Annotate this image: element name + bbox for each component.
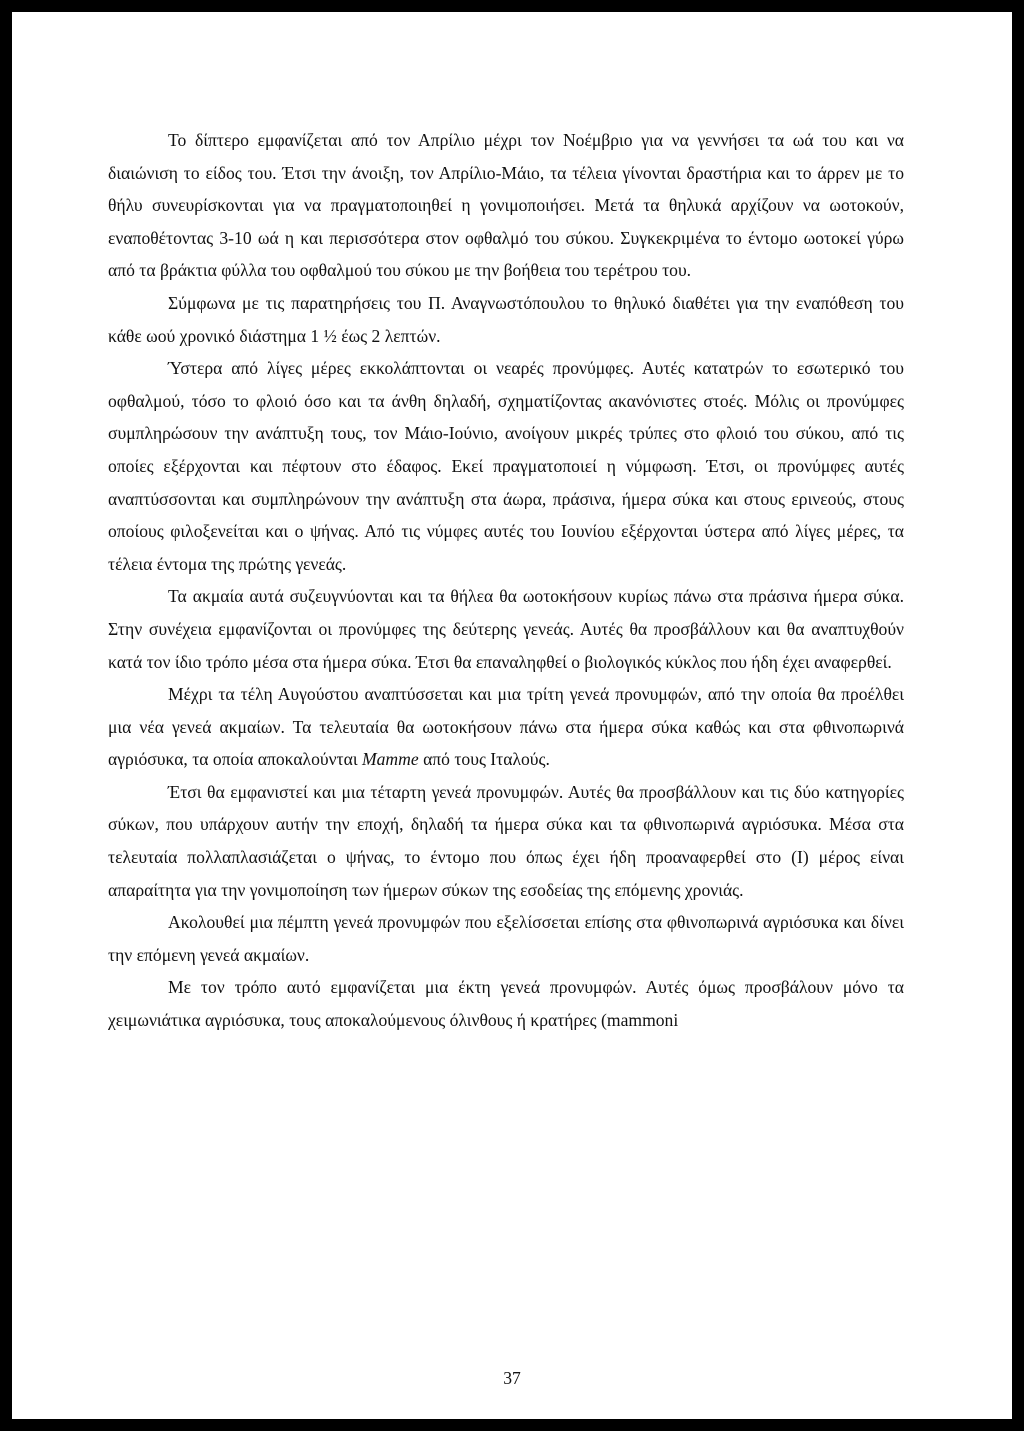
paragraph-3: Ύστερα από λίγες μέρες εκκολάπτονται οι νεαρές προνύμφες. Αυτές κατατρών το εσωτερικό του οφθαλμού, τόσο το φλοιό όσο και τα άνθη δηλαδή, σχηματίζοντας ακανόνιστες στοές. Μόλις οι προνύμφες συμπληρώσουν την ανάπτυξη τους, τον Μάιο-Ιούνιο, ανοίγουν μικρές τρύπες στο φλοιό του σύκου, από τις οποίες εξέρχονται και πέφτουν στο έδαφος. Εκεί πραγματοποιεί η νύμφωση. Έτσι, οι προνύμφες αυτές αναπτύσσονται και συμπληρώνουν την ανάπτυξη στα άωρα, πράσινα, ήμερα σύκα και στους ερινεούς, στους οποίους φιλοξενείται και ο ψήνας. Από τις νύμφες αυτές του Ιουνίου εξέρχονται ύστερα από λίγες μέρες, τα τέλεια έντομα της πρώτης γενεάς.	[108, 358, 904, 574]
paragraph-2: Σύμφωνα με τις παρατηρήσεις του Π. Αναγνωστόπουλου το θηλυκό διαθέτει για την εναπόθεση του κάθε ωού χρονικό διάστημα 1 ½ έως 2 λεπτών.	[108, 292, 904, 346]
page-number: 37	[503, 1368, 521, 1388]
paragraph-4: Τα ακμαία αυτά συζευγνύονται και τα θήλεα θα ωοτοκήσουν κυρίως πάνω στα πράσινα ήμερα σύκα. Στην συνέχεια εμφανίζονται οι προνύμφες της δεύτερης γενεάς. Αυτές θα προσβάλλουν και θα αναπτυχθούν κατά τον ίδιο τρόπο μέσα στα ήμερα σύκα. Έτσι θα επαναληφθεί ο βιολογικός κύκλος που ήδη έχει αναφερθεί.	[108, 586, 904, 672]
paragraph-5-text-after: από τους Ιταλούς.	[418, 749, 550, 770]
paragraph-8: Με τον τρόπο αυτό εμφανίζεται μια έκτη γενεά προνυμφών. Αυτές όμως προσβάλουν μόνο τα χειμωνιάτικα αγριόσυκα, τους αποκαλούμενους όλινθους ή κρατήρες (mammoni	[108, 977, 904, 1031]
paragraph-1: Το δίπτερο εμφανίζεται από τον Απρίλιο μέχρι τον Νοέμβριο για να γεννήσει τα ωά του και να διαιώνιση το είδος του. Έτσι την άνοιξη, τον Απρίλιο-Μάιο, τα τέλεια γίνονται δραστήρια και το άρρεν με το θήλυ συνευρίσκονται για να πραγματοποιηθεί η γονιμοποιήσει. Μετά τα θηλυκά αρχίζουν να ωοτοκούν, εναποθέτοντας 3-10 ωά η και περισσότερα στον οφθαλμό του σύκου. Συγκεκριμένα το έντομο ωοτοκεί γύρω από τα βράκτια φύλλα του οφθαλμού του σύκου με την βοήθεια του τερέτρου του.	[108, 130, 904, 281]
paragraph-7: Ακολουθεί μια πέμπτη γενεά προνυμφών που εξελίσσεται επίσης στα φθινοπωρινά αγριόσυκα και δίνει την επόμενη γενεά ακμαίων.	[108, 912, 904, 965]
document-page	[12, 12, 1012, 1419]
paragraph-5	[108, 678, 904, 776]
paragraph-6: Έτσι θα εμφανιστεί και μια τέταρτη γενεά προνυμφών. Αυτές θα προσβάλλουν και τις δύο κατηγορίες σύκων, που υπάρχουν αυτήν την εποχή, δηλαδή τα ήμερα σύκα και τα φθινοπωρινά αγριόσυκα. Μέσα στα τελευταία πολλαπλασιάζεται ο ψήνας, το έντομο που όπως έχει ήδη προαναφερθεί στο (I) μέρος είναι απαραίτητα για την γονιμοποίηση των ήμερων σύκων της εσοδείας της επόμενης χρονιάς.	[108, 781, 904, 900]
paragraph-5-italic-term: Mamme	[361, 749, 419, 770]
body-text	[108, 124, 904, 1037]
paragraph-5-text-before: Μέχρι τα τέλη Αυγούστου αναπτύσσεται και μια τρίτη γενεά προνυμφών, από την οποία θα προέλθει μια νέα γενεά ακμαίων. Τα τελευταία θα ωοτοκήσουν πάνω στα ήμερα σύκα καθώς και στα φθινοπωρινά αγριόσυκα, τα οποία αποκαλούνται	[108, 684, 904, 770]
